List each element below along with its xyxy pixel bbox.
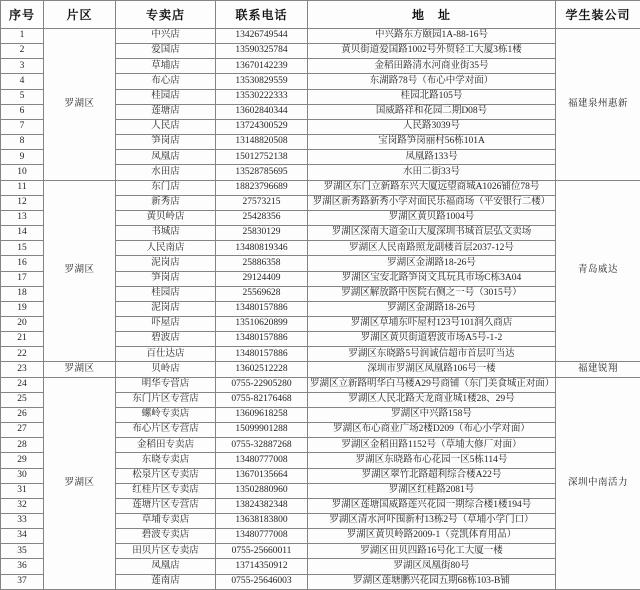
store-name-cell: 凤凰店 [116,150,216,165]
address-cell: 罗湖区草埔东吓屋村123号101润久商店 [308,316,556,331]
store-name-cell: 水田店 [116,165,216,180]
row-number-cell: 25 [1,392,44,407]
address-cell: 罗湖区红桂路2081号 [308,483,556,498]
phone-cell: 13714350912 [216,559,308,574]
row-number-cell: 28 [1,438,44,453]
address-cell: 东湖路78号（布心中学对面） [308,74,556,89]
column-header-3: 联系电话 [216,1,308,29]
table-row [1,362,640,377]
phone-cell: 25886358 [216,256,308,271]
phone-cell: 13670142239 [216,59,308,74]
address-cell: 凤凰路133号 [308,150,556,165]
store-name-cell: 明华专营店 [116,377,216,392]
store-name-cell: 红桂片区专卖店 [116,483,216,498]
company-cell: 青岛威达 [556,180,640,362]
store-name-cell: 人民南店 [116,241,216,256]
address-cell: 罗湖区金湖路18-26号 [308,301,556,316]
store-name-cell: 螺岭专卖店 [116,407,216,422]
store-name-cell: 莲塘片区专营店 [116,498,216,513]
address-cell: 罗湖区翠竹北路超利综合楼A22号 [308,468,556,483]
address-cell: 罗湖区黄贝岭路2009-1（竞凯体育用品） [308,529,556,544]
column-header-1: 片区 [44,1,116,29]
district-cell: 罗湖区 [44,29,116,181]
row-number-cell: 3 [1,59,44,74]
store-name-cell: 布心店 [116,74,216,89]
phone-cell: 18823796689 [216,180,308,195]
store-name-cell: 松泉片区专卖店 [116,468,216,483]
store-name-cell: 笋岗店 [116,135,216,150]
store-name-cell: 吓屋店 [116,316,216,331]
district-cell: 罗湖区 [44,362,116,377]
store-name-cell: 笋岗店 [116,271,216,286]
phone-cell: 13480819346 [216,241,308,256]
store-name-cell: 贝岭店 [116,362,216,377]
row-number-cell: 9 [1,150,44,165]
address-cell: 罗湖区东门立新路东兴大厦远望商城A1026铺位78号 [308,180,556,195]
row-number-cell: 24 [1,377,44,392]
row-number-cell: 27 [1,423,44,438]
address-cell: 罗湖区黄贝路1004号 [308,210,556,225]
phone-cell: 13480157886 [216,332,308,347]
row-number-cell: 7 [1,119,44,134]
phone-cell: 27573215 [216,195,308,210]
address-cell: 罗湖区中兴路158号 [308,407,556,422]
row-number-cell: 37 [1,574,44,589]
address-cell: 罗湖区布心商业广场2楼D209（布心小学对面） [308,423,556,438]
column-header-2: 专卖店 [116,1,216,29]
phone-cell: 25830129 [216,226,308,241]
row-number-cell: 20 [1,316,44,331]
store-name-cell: 中兴店 [116,29,216,44]
phone-cell: 25428356 [216,210,308,225]
address-cell: 国威路祥和花园二期D08号 [308,104,556,119]
phone-cell: 13602840344 [216,104,308,119]
row-number-cell: 6 [1,104,44,119]
address-cell: 黄贝街道爱国路1002号外贸轻工大厦3栋1楼 [308,44,556,59]
column-header-4: 地 址 [308,1,556,29]
phone-cell: 13602512228 [216,362,308,377]
address-cell: 罗湖区解放路中医院右侧之一号（3015号） [308,286,556,301]
address-cell: 罗湖区金湖路18-26号 [308,256,556,271]
row-number-cell: 16 [1,256,44,271]
row-number-cell: 19 [1,301,44,316]
address-cell: 罗湖区黄贝街道碧波市场A5号-1-2 [308,332,556,347]
row-number-cell: 5 [1,89,44,104]
phone-cell: 25569628 [216,286,308,301]
store-name-cell: 桂园店 [116,286,216,301]
row-number-cell: 23 [1,362,44,377]
phone-cell: 0755-25660011 [216,544,308,559]
address-cell: 罗湖区宝安北路笋岗文具玩具市场C栋3A04 [308,271,556,286]
row-number-cell: 33 [1,514,44,529]
address-cell: 深圳市罗湖区凤凰路106号一楼 [308,362,556,377]
phone-cell: 13480157886 [216,347,308,362]
address-cell: 人民路3039号 [308,119,556,134]
store-name-cell: 泥岗店 [116,256,216,271]
row-number-cell: 31 [1,483,44,498]
row-number-cell: 18 [1,286,44,301]
row-number-cell: 26 [1,407,44,422]
store-name-cell: 东门店 [116,180,216,195]
table-row [1,180,640,195]
phone-cell: 15099901288 [216,423,308,438]
district-cell: 罗湖区 [44,180,116,362]
phone-cell: 13426749544 [216,29,308,44]
address-cell: 罗湖区新秀路新秀小学对面民乐福商场（平安银行二楼） [308,195,556,210]
address-cell: 桂园北路105号 [308,89,556,104]
table-body [1,29,640,590]
phone-cell: 0755-22905280 [216,377,308,392]
address-cell: 罗湖区田贝四路16号化工大厦一楼 [308,544,556,559]
store-name-cell: 新秀店 [116,195,216,210]
row-number-cell: 35 [1,544,44,559]
address-cell: 罗湖区东晓路5号润诚信超市首层叮当达 [308,347,556,362]
phone-cell: 13530222333 [216,89,308,104]
store-name-cell: 田贝片区专卖店 [116,544,216,559]
store-name-cell: 百仕达店 [116,347,216,362]
phone-cell: 13724300529 [216,119,308,134]
phone-cell: 13510620899 [216,316,308,331]
row-number-cell: 22 [1,347,44,362]
store-name-cell: 书城店 [116,226,216,241]
row-number-cell: 13 [1,210,44,225]
store-name-cell: 泥岗店 [116,301,216,316]
company-cell: 福建锐翔 [556,362,640,377]
store-name-cell: 桂园店 [116,89,216,104]
row-number-cell: 30 [1,468,44,483]
row-number-cell: 8 [1,135,44,150]
phone-cell: 13480777008 [216,453,308,468]
phone-cell: 13670135664 [216,468,308,483]
store-name-cell: 布心片区专营店 [116,423,216,438]
store-name-cell: 碧波店 [116,332,216,347]
address-cell: 宝岗路笋岗丽村56栋101A [308,135,556,150]
row-number-cell: 36 [1,559,44,574]
phone-cell: 13590325784 [216,44,308,59]
phone-cell: 13609618258 [216,407,308,422]
row-number-cell: 32 [1,498,44,513]
address-cell: 罗湖区人民北路天龙商业城1楼28、29号 [308,392,556,407]
store-name-cell: 碧波专卖店 [116,529,216,544]
store-name-cell: 爱国店 [116,44,216,59]
row-number-cell: 14 [1,226,44,241]
phone-cell: 13480777008 [216,529,308,544]
address-cell: 罗湖区金稻田路1152号（草埔大修厂对面） [308,438,556,453]
phone-cell: 0755-82176468 [216,392,308,407]
address-cell: 中兴路东方颐园1A-88-16号 [308,29,556,44]
address-cell: 罗湖区东晓路布心花园一区5栋114号 [308,453,556,468]
address-cell: 罗湖区深南大道金山大厦深圳书城首层弘文卖场 [308,226,556,241]
column-header-0: 序号 [1,1,44,29]
store-name-cell: 人民店 [116,119,216,134]
address-cell: 金稻田路清水河商业街35号 [308,59,556,74]
store-name-cell: 莲南店 [116,574,216,589]
store-name-cell: 草埔店 [116,59,216,74]
phone-cell: 13530829559 [216,74,308,89]
phone-cell: 0755-32887268 [216,438,308,453]
column-header-5: 学生装公司 [556,1,640,29]
store-name-cell: 凤凰店 [116,559,216,574]
company-cell: 福建泉州惠新 [556,29,640,181]
row-number-cell: 29 [1,453,44,468]
district-cell: 罗湖区 [44,377,116,589]
store-name-cell: 东晓专卖店 [116,453,216,468]
table-row [1,377,640,392]
phone-cell: 0755-25646003 [216,574,308,589]
row-number-cell: 12 [1,195,44,210]
address-cell: 罗湖区莲塘鹏兴花园五期68栋103-B铺 [308,574,556,589]
phone-cell: 13480157886 [216,301,308,316]
address-cell: 罗湖区人民南路照龙副楼首层2037-12号 [308,241,556,256]
address-cell: 罗湖区清水河吓围新村13栋2号（草埔小学门口） [308,514,556,529]
company-cell: 深圳中南活力 [556,377,640,589]
store-name-cell: 金稻田专卖店 [116,438,216,453]
row-number-cell: 21 [1,332,44,347]
address-cell: 罗湖区莲塘国威路莲兴花园一期综合楼1楼194号 [308,498,556,513]
store-name-cell: 草埔专卖店 [116,514,216,529]
row-number-cell: 11 [1,180,44,195]
row-number-cell: 10 [1,165,44,180]
row-number-cell: 34 [1,529,44,544]
address-cell: 水田二街33号 [308,165,556,180]
row-number-cell: 4 [1,74,44,89]
row-number-cell: 1 [1,29,44,44]
phone-cell: 13502880960 [216,483,308,498]
store-name-cell: 莲塘店 [116,104,216,119]
phone-cell: 13148820508 [216,135,308,150]
phone-cell: 13528785695 [216,165,308,180]
phone-cell: 15012752138 [216,150,308,165]
store-name-cell: 东门片区专营店 [116,392,216,407]
table-row [1,29,640,44]
phone-cell: 29124409 [216,271,308,286]
row-number-cell: 15 [1,241,44,256]
row-number-cell: 17 [1,271,44,286]
phone-cell: 13638183800 [216,514,308,529]
row-number-cell: 2 [1,44,44,59]
store-name-cell: 黄贝岭店 [116,210,216,225]
phone-cell: 13824382348 [216,498,308,513]
address-cell: 罗湖区凤凰街80号 [308,559,556,574]
table-header-row [1,1,640,29]
address-cell: 罗湖区立新路明华白马楼A29号商铺（东门美食城正对面） [308,377,556,392]
